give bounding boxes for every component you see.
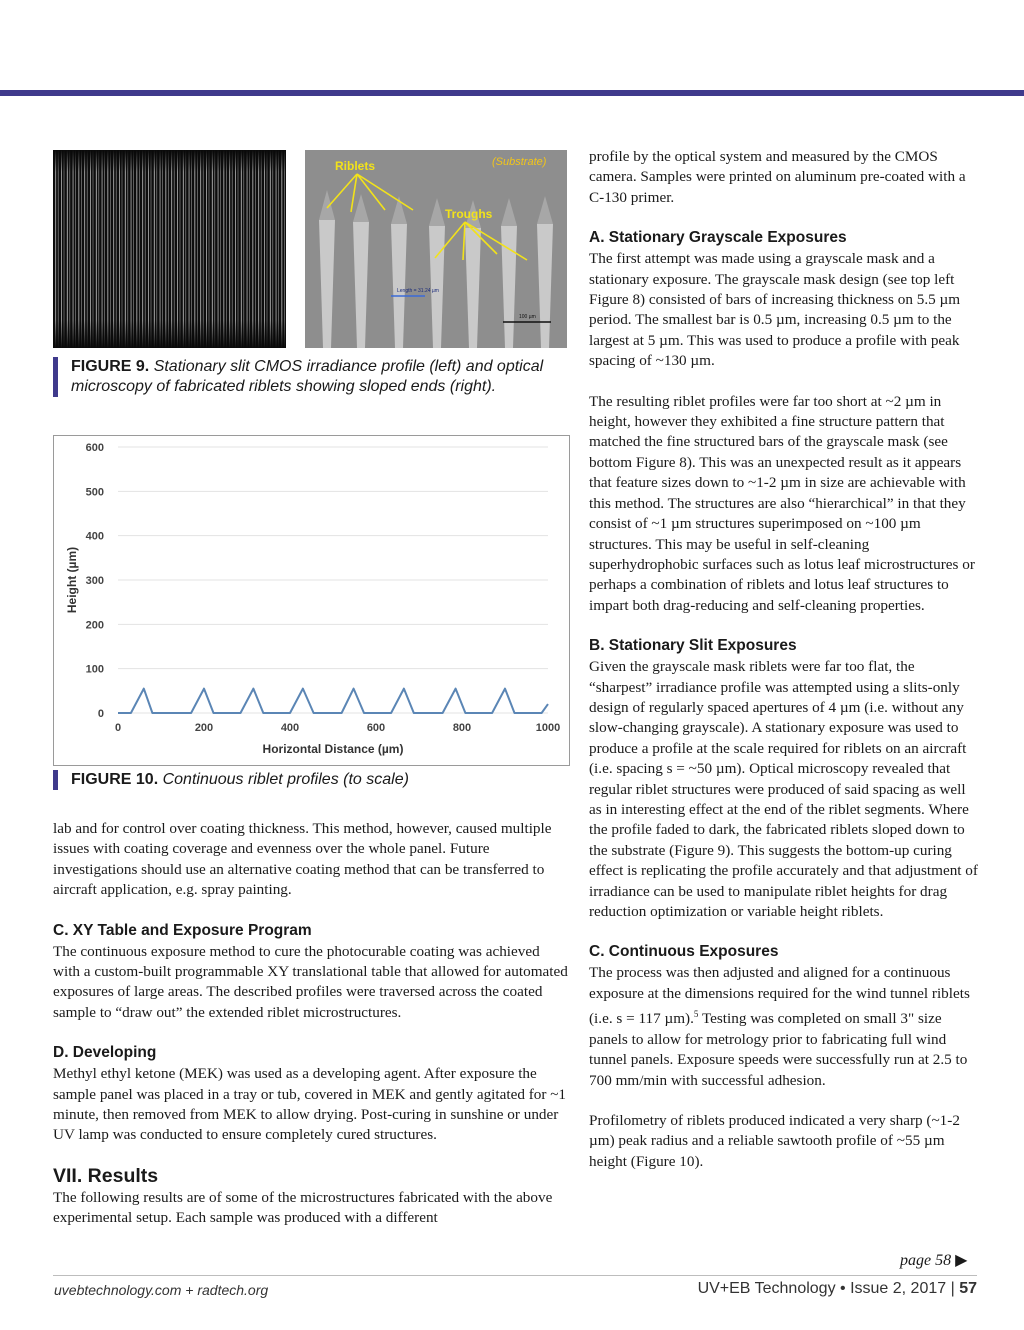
y-tick-label: 0 <box>97 708 104 720</box>
y-tick-label: 400 <box>85 530 104 543</box>
heading-xy-table: C. XY Table and Exposure Program <box>53 921 312 939</box>
chart-svg <box>54 436 569 765</box>
page-number: 57 <box>959 1280 977 1297</box>
riblet-microscopy-image <box>305 150 567 348</box>
x-axis-label: Horizontal Distance (µm) <box>262 742 404 756</box>
y-axis-label: Height (µm) <box>65 546 79 614</box>
right-column <box>589 147 981 1172</box>
continuous-text-a: The process was then adjusted and aligned for a continuous exposure at the dimensions required for the wind tunnel riblets (i.e. s = 117 µm). <box>589 964 970 1028</box>
riblets-label: Riblets <box>335 159 376 173</box>
right-paragraph-grayscale-1: The first attempt was made using a grayscale mask and a stationary exposure. The grayscale mask design (see top left Figure 8) consisted of bars of increasing thickness on 5.5 µm period. The smallest bar is 0.5 µm, increasing 0.5 µm to the largest at 5 µm. This was used to produce a profile with peak spacing of ~130 µm. <box>589 250 961 370</box>
figure-9-caption <box>53 357 551 397</box>
footer-rule <box>53 1275 977 1276</box>
right-paragraph-0: profile by the optical system and measured by the CMOS camera. Samples were printed on aluminum pre-coated with a C-130 primer. <box>589 148 966 206</box>
scale-bar-label: 100 µm <box>519 314 536 320</box>
figure-9-label: FIGURE 9. <box>71 358 150 375</box>
x-tick-label: 200 <box>194 722 214 734</box>
continuous-text-b: Testing was completed on small 3" size panels to allow for metrology prior to fabricating full wind tunnel panels. Exposure speeds were successfully run at 2.5 to 700 mm/min with successful adhesion. <box>589 1010 968 1089</box>
right-paragraph-continuous-1 <box>589 963 981 1091</box>
x-tick-label: 800 <box>452 722 472 734</box>
heading-developing: D. Developing <box>53 1044 157 1062</box>
substrate-label: (Substrate) <box>492 156 547 168</box>
left-paragraph-xy: The continuous exposure method to cure the photocurable coating was achieved with a custom-built programmable XY translational table that allowed for automated exposures of large areas. The described profiles were traversed across the coated sample to “draw out” the extended riblet microstructures. <box>53 942 568 1021</box>
continued-link[interactable]: page 58 ▶ <box>900 1252 968 1269</box>
footer-websites[interactable]: uvebtechnology.com + radtech.org <box>54 1282 269 1298</box>
microscopy-annotations <box>305 150 567 348</box>
y-tick-label: 600 <box>85 442 104 454</box>
left-column <box>53 819 568 1229</box>
left-paragraph-developing: Methyl ethyl ketone (MEK) was used as a developing agent. After exposure the sample panel was placed in a tray or tub, covered in MEK and gently agitated for ~1 minute, then removed from MEK to allow drying. Post-curing in sunshine or under UV lamp was conducted to ensure completely cured structures. <box>53 1065 567 1144</box>
left-paragraph-1: lab and for control over coating thickness. This method, however, caused multiple issues with coating coverage and evenness over the whole panel. Future investigations should use an alternative coating method that can be transferred to aircraft application, e.g. spray painting. <box>53 820 552 899</box>
heading-slit: B. Stationary Slit Exposures <box>589 637 797 655</box>
heading-continuous: C. Continuous Exposures <box>589 943 779 961</box>
footer-issue: UV+EB Technology • Issue 2, 2017 | <box>697 1280 955 1297</box>
x-tick-label: 0 <box>114 722 122 734</box>
troughs-label: Troughs <box>445 207 493 221</box>
right-paragraph-grayscale-2: The resulting riblet profiles were far too short at ~2 µm in height, however they exhibited a fine structure pattern that matched the fine structured bars of the grayscale mask (see bottom Figure 8). This was an unexpected result as it appears that feature sizes down to ~1-2 µm in size are achievable with this method. The structures are also “hierarchical” in that they consist of ~1 µm structures superimposed on ~100 µm structures. This may be useful in self-cleaning superhydrophobic surfaces such as lotus leaf microstructures or perhaps a combination of riblets and lotus leaf structures to impart both drag-reducing and self-cleaning properties. <box>589 392 975 614</box>
figure-10-caption <box>53 770 551 790</box>
y-tick-label: 500 <box>85 486 104 499</box>
right-paragraph-continuous-2: Profilometry of riblets produced indicated a very sharp (~1-2 µm) peak radius and a reliable sawtooth profile of ~55 µm height (Figure 10). <box>589 1111 960 1170</box>
length-label: Length = 31.24 µm <box>397 288 439 294</box>
x-tick-label: 400 <box>280 722 300 734</box>
y-tick-label: 300 <box>85 575 104 587</box>
heading-grayscale: A. Stationary Grayscale Exposures <box>589 229 847 247</box>
footer-publication <box>698 1280 977 1298</box>
figure-10-text: Continuous riblet profiles (to scale) <box>162 771 409 788</box>
x-tick-label: 1000 <box>535 722 561 734</box>
reference-5: 5 <box>693 1009 699 1020</box>
cmos-irradiance-image <box>53 150 286 348</box>
figure-10-label: FIGURE 10. <box>71 771 159 788</box>
riblet-profile-chart <box>53 435 570 766</box>
y-tick-label: 100 <box>85 663 104 676</box>
right-paragraph-slit: Given the grayscale mask riblets were far too flat, the “sharpest” irradiance profile was attempted using a slits-only design of regularly spaced apertures of 4 µm (i.e. without any slow-changing grayscale). A stationary exposure was used to produce a profile at the scale required for riblets on an aircraft (i.e. spacing s = ~50 µm). Optical microscopy revealed that regular riblet structures were produced of said spacing as well as in interesting effect at the end of the riblet segments. Where the profile faded to dark, the fabricated riblets sloped down to the substrate (Figure 9). This suggests the bottom-up curing effect is replicating the profile accurately and that adjustment of irradiance can be used to manipulate riblet heights for drag reduction optimization or variable height riblets. <box>589 658 978 920</box>
profile-series-line <box>118 689 548 713</box>
x-tick-label: 600 <box>366 722 386 734</box>
heading-results: VII. Results <box>53 1164 159 1187</box>
header-accent-bar <box>0 90 1024 96</box>
left-paragraph-results: The following results are of some of the microstructures fabricated with the above experimental setup. Each sample was produced with a different <box>53 1188 553 1227</box>
figure-9-text: Stationary slit CMOS irradiance profile (left) and optical microscopy of fabricated riblets showing sloped ends (right). <box>71 358 544 395</box>
y-tick-label: 200 <box>85 619 104 632</box>
